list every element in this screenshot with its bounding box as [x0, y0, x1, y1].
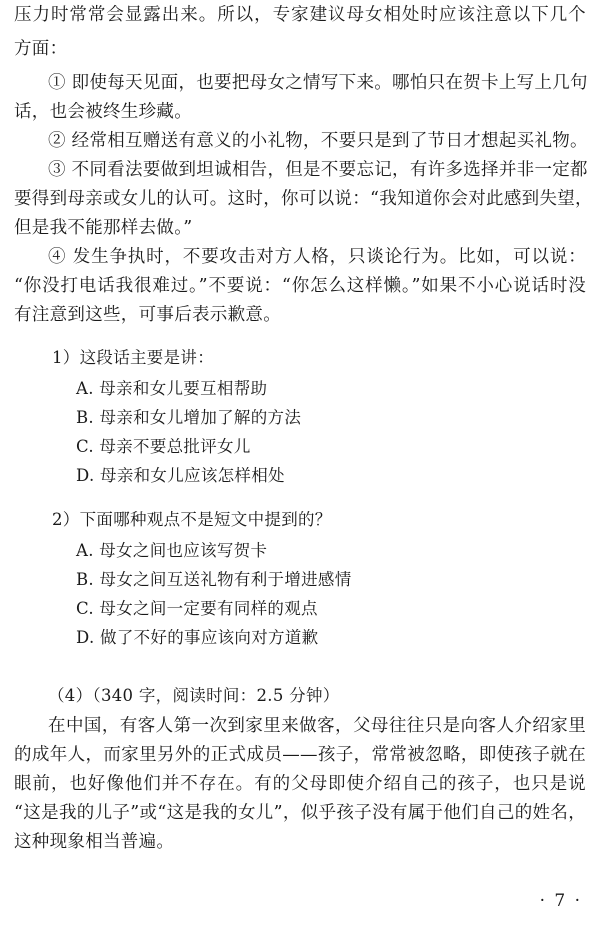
point-4-line: “你没打电话我很难过。”不要说：“你怎么这样懒。”如果不小心说话时没 — [14, 276, 586, 296]
question-1-option-a: A. 母亲和女儿要互相帮助 — [76, 379, 268, 398]
point-3-line: 要得到母亲或女儿的认可。这时，你可以说：“我知道你会对此感到失望， — [14, 189, 593, 209]
paragraph-line: 压力时常常会显露出来。所以，专家建议母女相处时应该注意以下几个 — [14, 5, 586, 25]
question-1-stem: 1）这段话主要是讲： — [52, 348, 214, 367]
paragraph-line: 方面： — [14, 39, 68, 59]
page-number: · 7 · — [539, 891, 582, 911]
question-2-option-d: D. 做了不好的事应该向对方道歉 — [76, 628, 319, 647]
section-4-line: 的成年人，而家里另外的正式成员——孩子，常常被忽略，即使孩子就在 — [14, 745, 586, 765]
section-4-header: （4）（340 字，阅读时间：2.5 分钟） — [48, 686, 340, 705]
point-4-line: ④ 发生争执时，不要攻击对方人格，只谈论行为。比如，可以说： — [48, 247, 586, 267]
question-1-option-c: C. 母亲不要总批评女儿 — [76, 437, 251, 456]
point-3-line: ③ 不同看法要做到坦诚相告，但是不要忘记，有许多选择并非一定都 — [48, 160, 588, 180]
point-4-line: 有注意到这些，可事后表示歉意。 — [14, 305, 281, 325]
section-4-line: “这是我的儿子”或“这是我的女儿”，似乎孩子没有属于他们自己的姓名， — [14, 803, 586, 823]
section-4-line: 在中国，有客人第一次到家里来做客，父母往往只是向客人介绍家里 — [48, 716, 586, 736]
section-4-line: 眼前，也好像他们并不存在。有的父母即使介绍自己的孩子，也只是说 — [14, 774, 586, 794]
question-1-option-b: B. 母亲和女儿增加了解的方法 — [76, 408, 302, 427]
question-2-stem: 2）下面哪种观点不是短文中提到的？ — [52, 510, 332, 529]
question-1-option-d: D. 母亲和女儿应该怎样相处 — [76, 466, 285, 485]
question-2-option-a: A. 母女之间也应该写贺卡 — [76, 541, 268, 560]
point-2-line: ② 经常相互赠送有意义的小礼物，不要只是到了节日才想起买礼物。 — [48, 131, 588, 151]
point-3-line: 但是我不能那样去做。” — [14, 218, 193, 238]
point-1-line: 话，也会被终生珍藏。 — [14, 102, 192, 122]
section-4-line: 这种现象相当普遍。 — [14, 832, 175, 852]
question-2-option-b: B. 母女之间互送礼物有利于增进感情 — [76, 570, 352, 589]
question-2-option-c: C. 母女之间一定要有同样的观点 — [76, 599, 318, 618]
point-1-line: ① 即使每天见面，也要把母女之情写下来。哪怕只在贺卡上写上几句 — [48, 73, 588, 93]
